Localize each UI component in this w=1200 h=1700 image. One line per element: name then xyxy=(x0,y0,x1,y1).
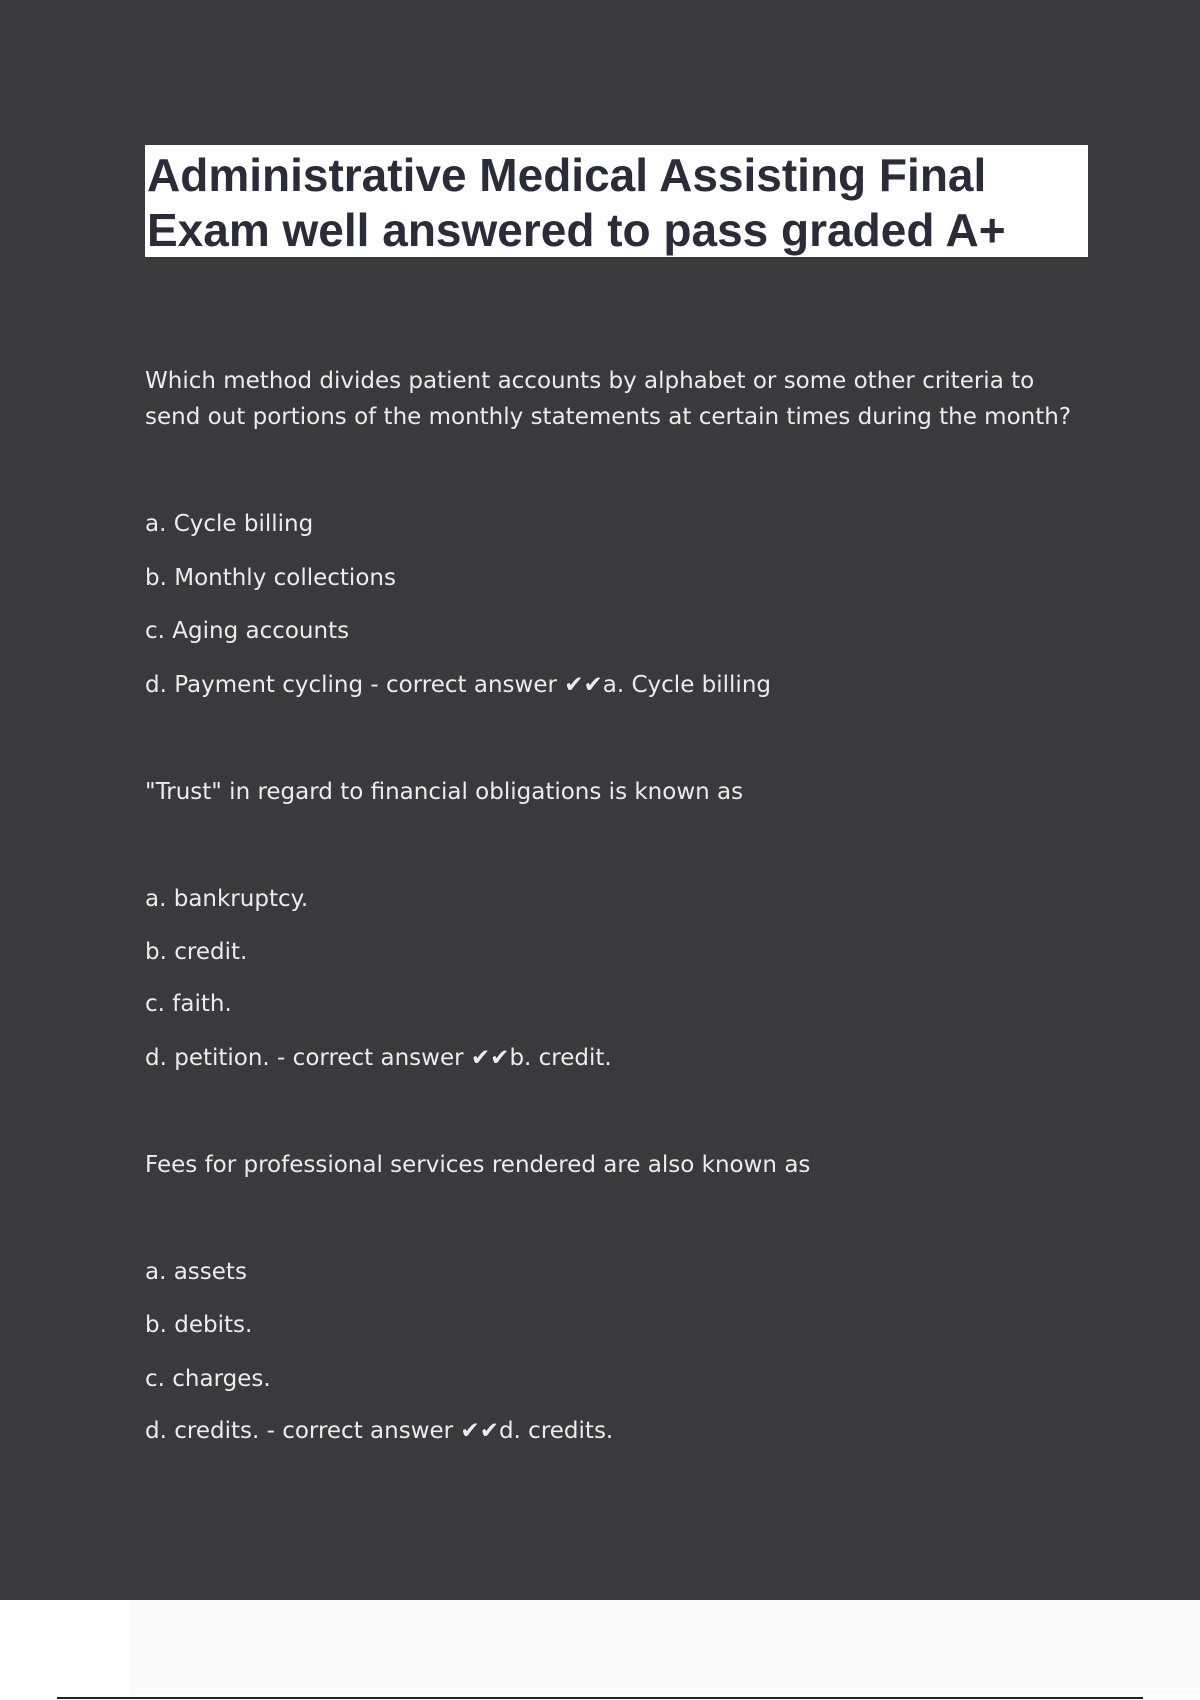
question-2-option-a: a. bankruptcy. xyxy=(145,886,309,912)
question-3-option-d-answer: d. credits. - correct answer ✔✔d. credits. xyxy=(145,1418,614,1444)
question-1-option-a: a. Cycle billing xyxy=(145,511,314,537)
question-3-prompt: Fees for professional services rendered are also known as xyxy=(145,1152,811,1178)
page-footer-area xyxy=(130,1600,1200,1695)
question-1-option-c: c. Aging accounts xyxy=(145,618,350,644)
question-2-prompt: "Trust" in regard to financial obligations is known as xyxy=(145,779,744,805)
question-2-option-c: c. faith. xyxy=(145,991,232,1017)
question-3-option-a: a. assets xyxy=(145,1259,247,1285)
title-line-2: Exam well answered to pass graded A+ xyxy=(147,204,1006,256)
question-1-option-d-answer: d. Payment cycling - correct answer ✔✔a. Cycle billing xyxy=(145,672,771,698)
title-line-1: Administrative Medical Assisting Final xyxy=(147,149,987,201)
question-1-prompt-line-2: send out portions of the monthly statements at certain times during the month? xyxy=(145,404,1072,430)
question-3-option-c: c. charges. xyxy=(145,1366,271,1392)
footer-divider xyxy=(57,1697,1143,1699)
document-title xyxy=(145,145,1088,257)
question-2-option-d-answer: d. petition. - correct answer ✔✔b. credit. xyxy=(145,1045,612,1071)
question-1-prompt-line-1: Which method divides patient accounts by alphabet or some other criteria to xyxy=(145,368,1035,394)
question-2-option-b: b. credit. xyxy=(145,939,248,965)
question-3-option-b: b. debits. xyxy=(145,1312,253,1338)
question-1-option-b: b. Monthly collections xyxy=(145,565,396,591)
